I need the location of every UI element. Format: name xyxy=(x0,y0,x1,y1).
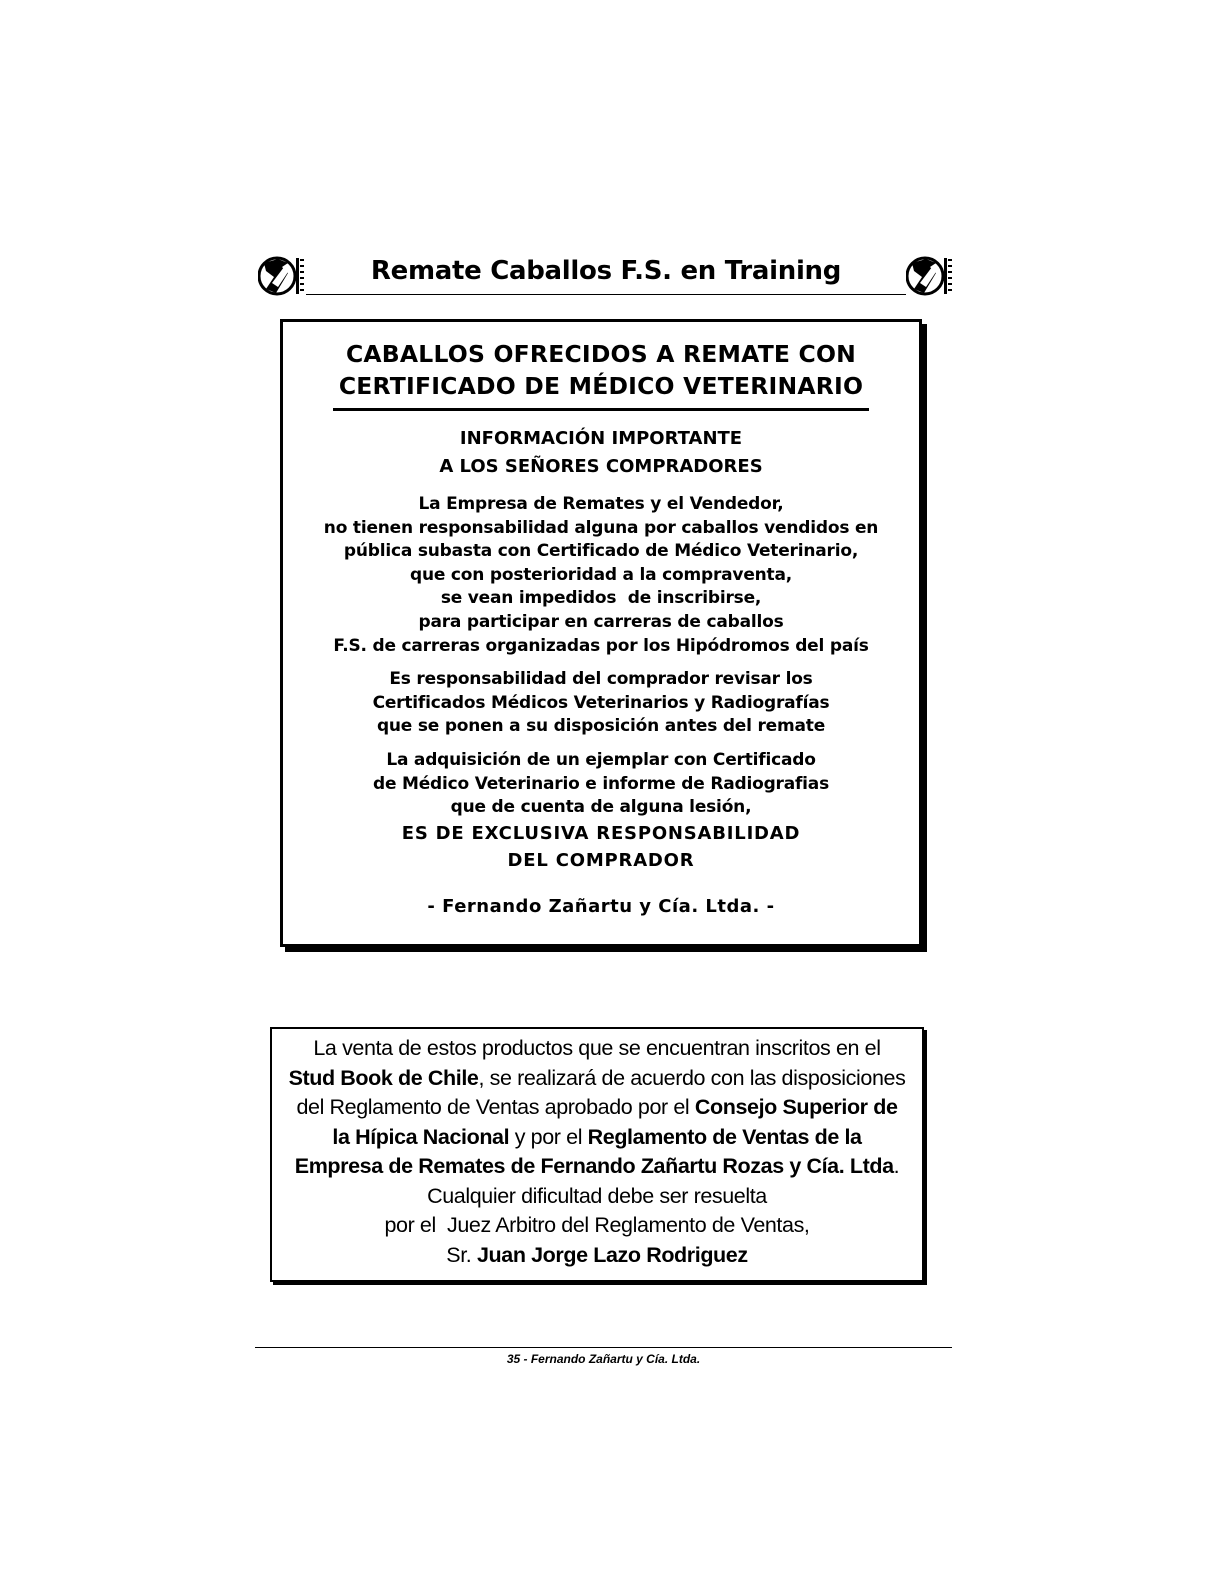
info-line xyxy=(272,1064,922,1094)
info-line xyxy=(272,1152,922,1182)
page-footer: 35 - Fernando Zañartu y Cía. Ltda. xyxy=(506,1352,701,1366)
paragraph-line: La Empresa de Remates y el Vendedor, xyxy=(418,494,784,514)
info-line xyxy=(272,1182,922,1212)
liability-paragraph xyxy=(283,493,919,658)
regulation-name: Reglamento de Ventas de la xyxy=(587,1124,862,1149)
company-name: Empresa de Remates de Fernando Zañartu Rozas y Cía. Ltda xyxy=(294,1154,894,1178)
notice-subtitle-line: INFORMACIÓN IMPORTANTE xyxy=(459,428,743,449)
responsibility-emphasis: ES DE EXCLUSIVA RESPONSABILIDAD xyxy=(401,822,801,844)
info-text: del Reglamento de Ventas aprobado por el xyxy=(296,1095,695,1119)
paragraph-line: Certificados Médicos Veterinarios y Radiografías xyxy=(372,692,830,713)
paragraph-line: que con posterioridad a la compraventa, xyxy=(409,564,793,585)
responsibility-emphasis: DEL COMPRADOR xyxy=(507,849,695,871)
footer-divider xyxy=(255,1347,952,1348)
info-line xyxy=(272,1241,922,1271)
fz-horse-logo-icon xyxy=(906,253,954,299)
info-text: por el Juez Arbitro del Reglamento de Ventas, xyxy=(384,1213,810,1237)
notice-title xyxy=(283,338,919,402)
paragraph-line: La adquisición de un ejemplar con Certificado xyxy=(386,749,816,770)
info-text: , se realizará de acuerdo con las disposiciones xyxy=(478,1065,906,1090)
fz-horse-logo-icon xyxy=(258,253,306,299)
info-line xyxy=(272,1093,922,1123)
paragraph-line: que de cuenta de alguna lesión, xyxy=(450,797,752,818)
page-title: Remate Caballos F.S. en Training xyxy=(370,256,842,286)
info-text: Cualquier dificultad debe ser resuelta xyxy=(427,1183,767,1208)
paragraph-line: F.S. de carreras organizadas por los Hipódromos del país xyxy=(333,635,869,656)
info-line xyxy=(272,1211,922,1241)
notice-subtitle xyxy=(283,425,919,481)
council-name: la Hípica Nacional xyxy=(332,1124,510,1149)
company-signature: - Fernando Zañartu y Cía. Ltda. - xyxy=(427,895,775,917)
info-text: y por el xyxy=(509,1124,588,1149)
paragraph-line: para participar en carreras de caballos xyxy=(418,611,784,632)
info-text: La venta de estos productos que se encuentran inscritos en el xyxy=(313,1036,881,1060)
info-line xyxy=(272,1123,922,1153)
stud-book-name: Stud Book de Chile xyxy=(288,1065,479,1090)
notice-subtitle-line: A LOS SEÑORES COMPRADORES xyxy=(439,456,763,477)
paragraph-line: se vean impedidos de inscribirse, xyxy=(440,588,762,609)
arbiter-name: Juan Jorge Lazo Rodriguez xyxy=(476,1242,748,1267)
council-name: Consejo Superior de xyxy=(694,1095,898,1119)
acquisition-paragraph xyxy=(283,749,919,874)
paragraph-line: pública subasta con Certificado de Médico Veterinario, xyxy=(343,541,859,562)
paragraph-line: de Médico Veterinario e informe de Radiografias xyxy=(372,773,830,794)
notice-title-line: CABALLOS OFRECIDOS A REMATE CON xyxy=(345,340,857,368)
buyer-review-paragraph xyxy=(283,668,919,739)
regulation-info-box xyxy=(270,1027,924,1282)
info-text: . xyxy=(893,1154,900,1178)
buyer-notice-box xyxy=(280,319,922,947)
paragraph-line: no tienen responsabilidad alguna por caballos vendidos en xyxy=(323,517,879,538)
notice-divider xyxy=(333,408,869,411)
info-text: Sr. xyxy=(446,1242,477,1267)
header-divider xyxy=(306,294,906,295)
info-line xyxy=(272,1034,922,1064)
paragraph-line: que se ponen a su disposición antes del remate xyxy=(376,716,826,737)
notice-title-line: CERTIFICADO DE MÉDICO VETERINARIO xyxy=(338,372,864,400)
paragraph-line: Es responsabilidad del comprador revisar los xyxy=(389,669,813,690)
